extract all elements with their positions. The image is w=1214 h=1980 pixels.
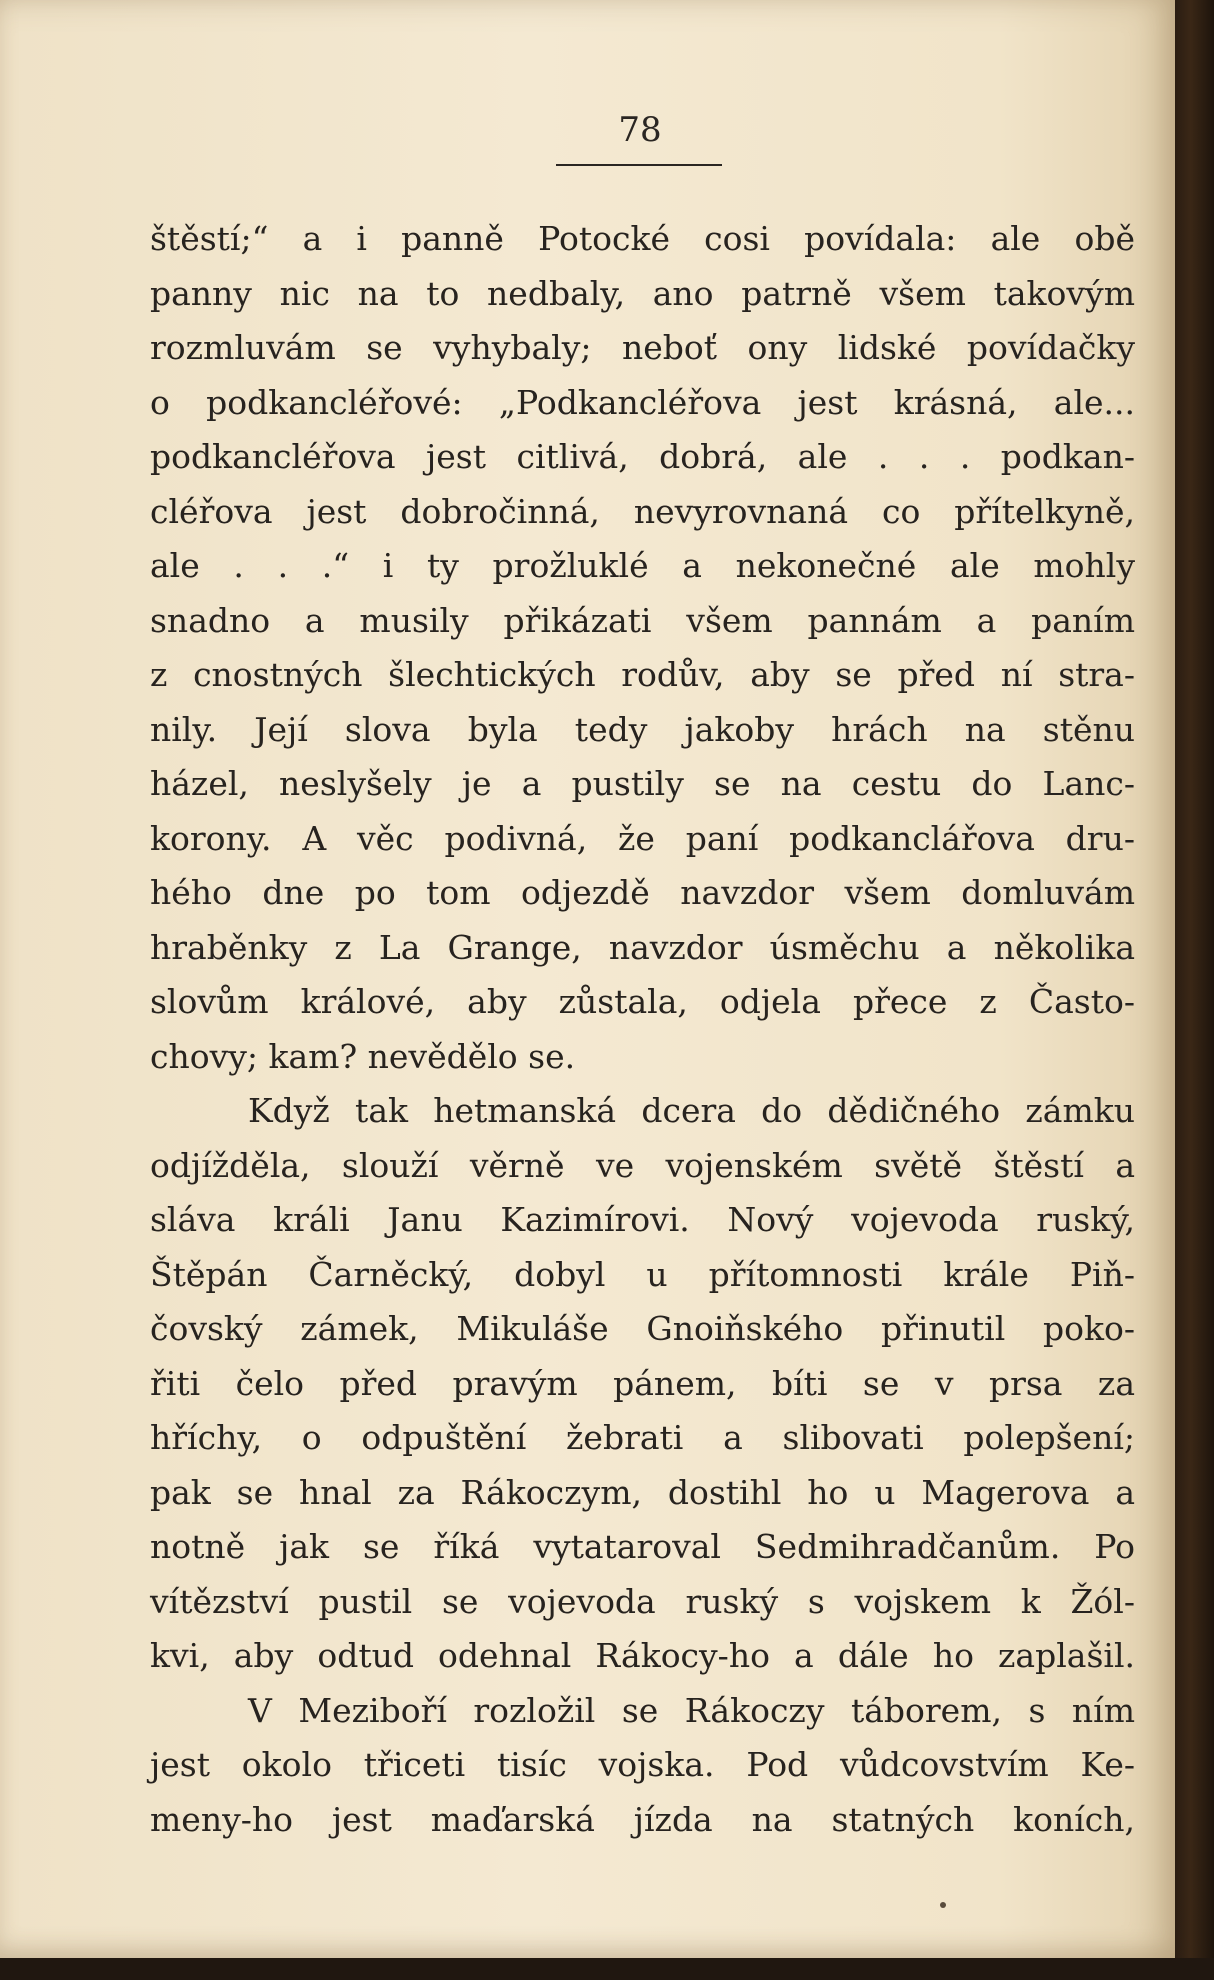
text-line: slovům králové, aby zůstala, odjela přece z Často- bbox=[150, 982, 1135, 1021]
text-line: hého dne po tom odjezdě navzdor všem domluvám bbox=[150, 873, 1135, 912]
paragraph-start-line: Když tak hetmanská dcera do dědičného zámku bbox=[248, 1091, 1135, 1130]
text-line: panny nic na to nedbaly, ano patrně všem takovým bbox=[150, 273, 1135, 313]
text-line: snadno a musily přikázati všem pannám a paním bbox=[150, 600, 1135, 640]
text-line: vítězství pustil se vojevoda ruský s vojskem k Žól- bbox=[150, 1581, 1135, 1621]
text-line: podkancléřova jest citlivá, dobrá, ale . . . podkan- bbox=[150, 437, 1135, 476]
text-line: řiti čelo před pravým pánem, bíti se v prsa za bbox=[150, 1363, 1135, 1403]
text-line: z cnostných šlechtických rodův, aby se před ní stra- bbox=[150, 655, 1135, 694]
text-line: korony. A věc podivná, že paní podkanclářova dru- bbox=[150, 818, 1135, 858]
text-line: sláva králi Janu Kazimírovi. Nový vojevoda ruský, bbox=[150, 1200, 1135, 1239]
text-line: notně jak se říká vytataroval Sedmihradčanům. Po bbox=[150, 1527, 1135, 1566]
text-line: hříchy, o odpuštění žebrati a slibovati polepšení; bbox=[150, 1418, 1135, 1457]
text-line: o podkancléřové: „Podkancléřova jest krásná, ale... bbox=[150, 382, 1135, 422]
paragraph-end-line: chovy; kam? nevědělo se. bbox=[150, 1036, 576, 1076]
text-line: odjížděla, slouží věrně ve vojenském světě štěstí a bbox=[150, 1145, 1135, 1185]
text-line: kvi, aby odtud odehnal Rákocy-ho a dále ho zaplašil. bbox=[150, 1636, 1135, 1675]
text-line: pak se hnal za Rákoczym, dostihl ho u Magerova a bbox=[150, 1472, 1135, 1512]
page-bottom-edge bbox=[0, 1958, 1214, 1980]
text-line: házel, neslyšely je a pustily se na cestu do Lanc- bbox=[150, 764, 1135, 803]
body-text bbox=[150, 212, 1135, 1847]
text-line: nily. Její slova byla tedy jakoby hrách na stěnu bbox=[150, 709, 1135, 749]
page-number: 78 bbox=[618, 110, 662, 150]
text-line: štěstí;“ a i panně Potocké cosi povídala: ale obě bbox=[150, 219, 1135, 258]
book-binding-edge bbox=[1175, 0, 1214, 1980]
text-line: meny-ho jest maďarská jízda na statných koních, bbox=[150, 1799, 1135, 1839]
text-line: Štěpán Čarněcký, dobyl u přítomnosti krále Piň- bbox=[150, 1254, 1135, 1294]
text-line: hraběnky z La Grange, navzdor úsměchu a několika bbox=[150, 927, 1135, 967]
text-line: jest okolo třiceti tisíc vojska. Pod vůdcovstvím Ke- bbox=[150, 1745, 1135, 1784]
text-line: čovský zámek, Mikuláše Gnoiňského přinutil poko- bbox=[150, 1309, 1135, 1348]
ink-speck bbox=[940, 1902, 946, 1908]
text-line: rozmluvám se vyhybaly; neboť ony lidské povídačky bbox=[150, 328, 1135, 367]
page-number-rule bbox=[556, 164, 722, 166]
text-line: ale . . .“ i ty prožluklé a nekonečné ale mohly bbox=[150, 546, 1135, 585]
text-line: cléřova jest dobročinná, nevyrovnaná co přítelkyně, bbox=[150, 491, 1135, 531]
paragraph-start-line: V Meziboří rozložil se Rákoczy táborem, s ním bbox=[248, 1690, 1135, 1730]
